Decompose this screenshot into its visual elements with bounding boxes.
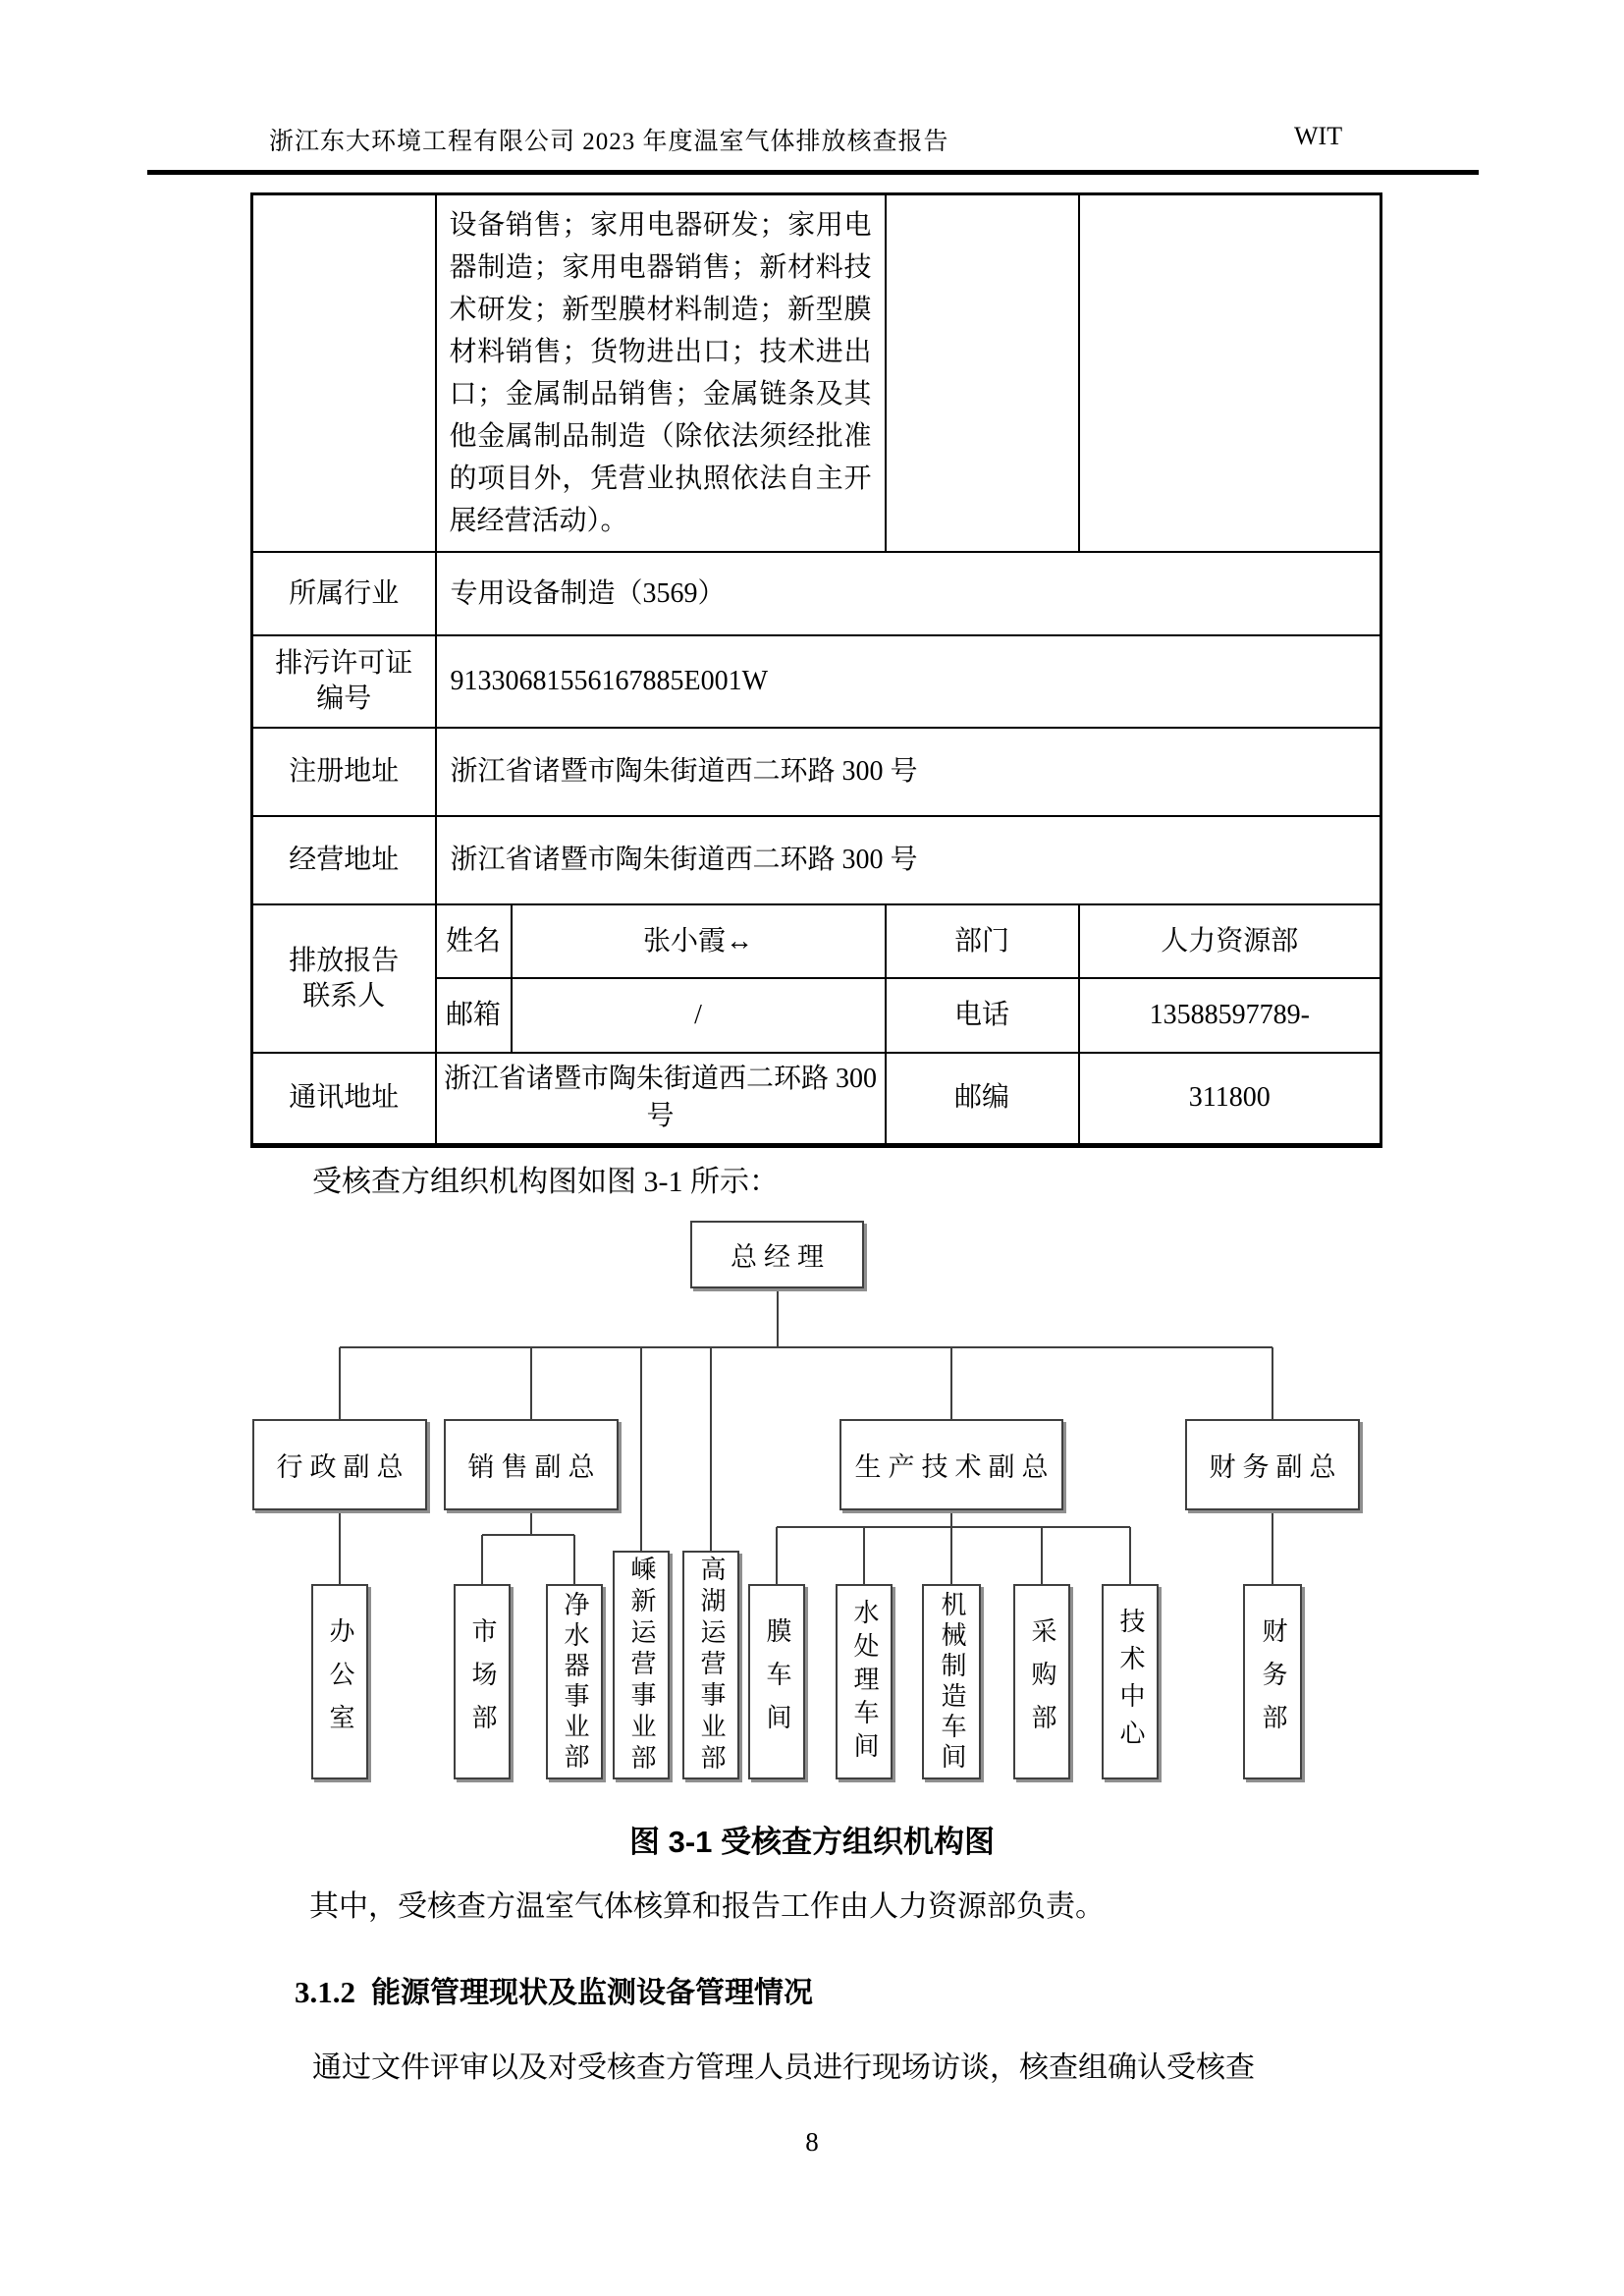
org-box-shengxin-operations-division [613,1551,670,1779]
org-box-sales-vp: 销售副总 [444,1419,619,1510]
registered-value-cell [436,728,1381,816]
review-paragraph: 通过文件评审以及对受核查方管理人员进行现场访谈，核查组确认受核查 [312,2051,1255,2084]
org-box-machinery-workshop [922,1584,981,1779]
org-box-finance-label: 财务部 [1259,1616,1287,1747]
table-row-registered-address [252,728,1381,816]
figure-caption: 图 3-1 受核查方组织机构图 [628,1825,996,1859]
header-rule [147,170,1479,175]
org-box-office-label: 办公室 [326,1616,354,1747]
permit-value: 91330681556167885E001W [450,666,769,696]
contact-label: 排放报告联系人 [289,945,400,1011]
scope-text: 设备销售；家用电器研发；家用电器制造；家用电器销售；新材料技术研发；新型膜材料制造；新型膜材料销售；货物进出口；技术进出口；金属制品销售；金属链条及其他金属制品制造（除依法须经批准的项目外，凭营业执照依法自主开展经营活动）。 [449,210,872,536]
table-row-mailing [252,1053,1381,1145]
table-row-business-address [252,816,1381,904]
phone-label-cell [886,978,1079,1053]
name-label: 姓名 [445,925,501,957]
empty-cell [886,194,1079,553]
contact-label-cell [252,904,436,1053]
intro-paragraph: 受核查方组织机构图如图 3-1 所示： [312,1166,779,1198]
org-box-admin-vp: 行政副总 [252,1419,427,1510]
table-row-contact-name [252,904,1381,978]
header-mark: WIT [1294,122,1343,150]
business-value-cell [436,816,1381,904]
org-box-technology-center [1102,1584,1159,1779]
section-heading [295,1968,813,2011]
phone-label: 电话 [954,1000,1010,1030]
zip-value-cell [1079,1053,1381,1145]
section-number: 3.1.2 [295,1975,355,2009]
industry-label: 所属行业 [289,577,400,609]
org-box-shengxin-label: 嵊新运营事业部 [627,1555,656,1776]
email-value-cell [512,978,886,1053]
business-label-cell [252,816,436,904]
business-value: 浙江省诸暨市陶朱街道西二环路 300 号 [450,845,918,875]
phone-value: 13588597789- [1149,1000,1310,1030]
dept-label: 部门 [954,925,1010,957]
org-box-membrane-workshop [748,1584,805,1779]
org-box-office [311,1584,368,1779]
industry-value-cell [436,552,1381,635]
org-box-marketing-label: 市场部 [468,1616,497,1747]
org-box-purchasing-label: 采购部 [1028,1616,1056,1747]
org-box-finance-vp: 财务副总 [1185,1419,1360,1510]
permit-label: 排污许可证编号 [275,648,413,714]
mailing-value: 浙江省诸暨市陶朱街道西二环路 300 号 [444,1064,878,1132]
org-box-water-treatment-label: 水处理车间 [850,1598,879,1766]
org-box-gaohu-label: 高湖运营事业部 [697,1555,726,1776]
empty-cell [1079,194,1381,553]
scope-label-cell [252,194,436,553]
scope-value-cell [436,194,886,553]
org-box-water-treatment-workshop [836,1584,893,1779]
responsibility-paragraph: 其中，受核查方温室气体核算和报告工作由人力资源部负责。 [309,1890,1105,1923]
zip-label: 邮编 [954,1082,1010,1114]
email-label: 邮箱 [445,1000,501,1030]
mailing-label-cell [252,1053,436,1145]
org-box-membrane-label: 膜车间 [763,1616,791,1747]
org-box-water-purifier-division [546,1584,603,1779]
org-box-marketing-dept [454,1584,511,1779]
email-label-cell [436,978,512,1053]
section-title: 能源管理现状及监测设备管理情况 [371,1977,813,2009]
org-box-production-tech-vp: 生产技术副总 [839,1419,1063,1510]
name-value-cell [512,904,886,978]
org-box-general-manager: 总经理 [690,1221,864,1288]
email-value: / [694,1000,702,1030]
name-value: 张小霞↔ [643,925,754,957]
mailing-label: 通讯地址 [289,1082,400,1114]
table-row-scope [252,194,1381,553]
industry-label-cell [252,552,436,635]
dept-label-cell [886,904,1079,978]
registered-value: 浙江省诸暨市陶朱街道西二环路 300 号 [450,756,918,787]
dept-value-cell [1079,904,1381,978]
org-box-machinery-label: 机械制造车间 [938,1590,966,1774]
registered-label-cell [252,728,436,816]
zip-value: 311800 [1188,1082,1271,1114]
org-box-water-purifier-label: 净水器事业部 [561,1590,589,1774]
org-box-finance-dept [1243,1584,1302,1779]
org-box-purchasing-dept [1013,1584,1070,1779]
page-footer-number: 8 [805,2127,819,2157]
phone-value-cell [1079,978,1381,1053]
registered-label: 注册地址 [289,756,400,787]
business-label: 经营地址 [289,845,400,875]
company-info-table [250,192,1382,1148]
table-row-industry [252,552,1381,635]
permit-label-cell [252,635,436,728]
org-box-gaohu-operations-division [682,1551,739,1779]
dept-value: 人力资源部 [1161,925,1299,957]
header-title: 浙江东大环境工程有限公司 2023 年度温室气体排放核查报告 [269,129,949,155]
table-row-permit [252,635,1381,728]
org-box-technology-label: 技术中心 [1116,1607,1145,1757]
permit-value-cell [436,635,1381,728]
name-label-cell [436,904,512,978]
mailing-value-cell [436,1053,886,1145]
zip-label-cell [886,1053,1079,1145]
industry-value: 专用设备制造（3569） [450,577,726,609]
